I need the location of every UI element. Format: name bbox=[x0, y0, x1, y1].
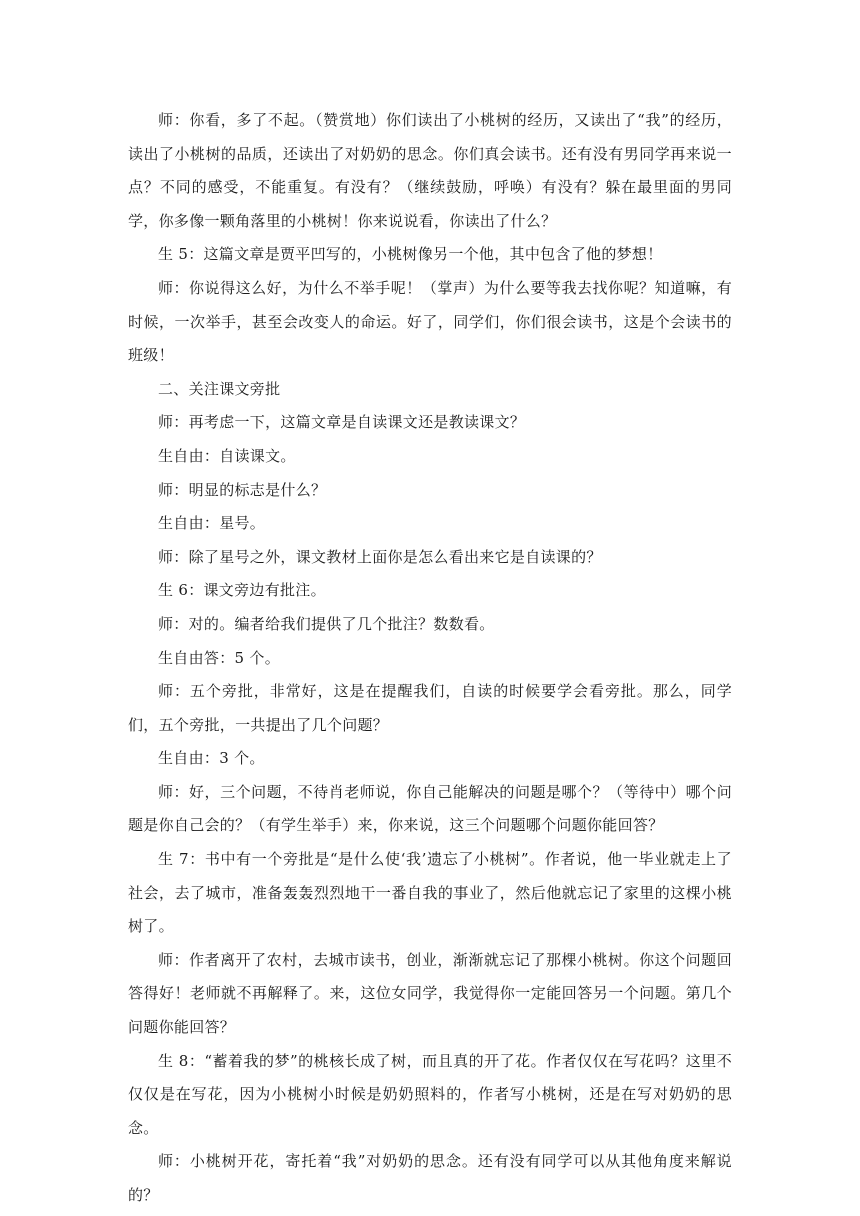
paragraph: 师：除了星号之外，课文教材上面你是怎么看出来它是自读课的？ bbox=[158, 547, 602, 566]
paragraph: 师：作者离开了农村，去城市读书，创业，渐渐就忘记了那棵小桃树。你这个问题回答得好！老师就不再解释了。来，这位女同学，我觉得你一定能回答另一个问题。第几个问题你能回答？ bbox=[128, 950, 732, 1037]
paragraph: 生自由：自读课文。 bbox=[158, 446, 296, 465]
paragraph: 师：对的。编者给我们提供了几个批注？数数看。 bbox=[158, 614, 495, 633]
paragraph: 师：你看，多了不起。（赞赏地）你们读出了小桃树的经历，又读出了“我”的经历，读出了小桃树的品质，还读出了对奶奶的思念。你们真会读书。还有没有男同学再来说一点？不同的感受，不能重复。有没有？（继续鼓励，呼唤）有没有？躲在最里面的男同学，你多像一颗角落里的小桃树！你来说说看，你读出了什么？ bbox=[128, 111, 732, 230]
paragraph: 师：再考虑一下，这篇文章是自读课文还是教读课文？ bbox=[158, 413, 526, 432]
section-heading: 二、关注课文旁批 bbox=[158, 379, 281, 398]
paragraph: 生自由：3 个。 bbox=[158, 749, 265, 768]
paragraph: 师：小桃树开花，寄托着“我”对奶奶的思念。还有没有同学可以从其他角度来解说的？ bbox=[128, 1152, 732, 1204]
paragraph: 生 5：这篇文章是贾平凹写的，小桃树像另一个他，其中包含了他的梦想！ bbox=[158, 245, 663, 264]
paragraph: 师：好，三个问题，不待肖老师说，你自己能解决的问题是哪个？（等待中）哪个问题是你自己会的？（有学生举手）来，你来说，这三个问题哪个问题你能回答？ bbox=[128, 782, 732, 835]
paragraph: 师：你说得这么好，为什么不举手呢！（掌声）为什么要等我去找你呢？知道嘛，有时候，一次举手，甚至会改变人的命运。好了，同学们，你们很会读书，这是个会读书的班级！ bbox=[128, 278, 732, 365]
paragraph: 师：五个旁批，非常好，这是在提醒我们，自读的时候要学会看旁批。那么，同学们，五个旁批，一共提出了几个问题？ bbox=[128, 682, 732, 734]
paragraph: 生自由：星号。 bbox=[158, 514, 266, 533]
paragraph: 生自由答：5 个。 bbox=[158, 648, 281, 667]
paragraph: 生 6：课文旁边有批注。 bbox=[158, 581, 326, 600]
paragraph: 生 8：“蓄着我的梦”的桃核长成了树，而且真的开了花。作者仅仅在写花吗？这里不仅仅是在写花，因为小桃树小时候是奶奶照料的，作者写小桃树，还是在写对奶奶的思念。 bbox=[128, 1051, 732, 1137]
paragraph: 生 7：书中有一个旁批是“是什么使‘我’遗忘了小桃树”。作者说，他一毕业就走上了社会，去了城市，准备轰轰烈烈地干一番自我的事业了，然后他就忘记了家里的这棵小桃树了。 bbox=[128, 850, 732, 936]
paragraph: 师：明显的标志是什么？ bbox=[158, 480, 327, 499]
